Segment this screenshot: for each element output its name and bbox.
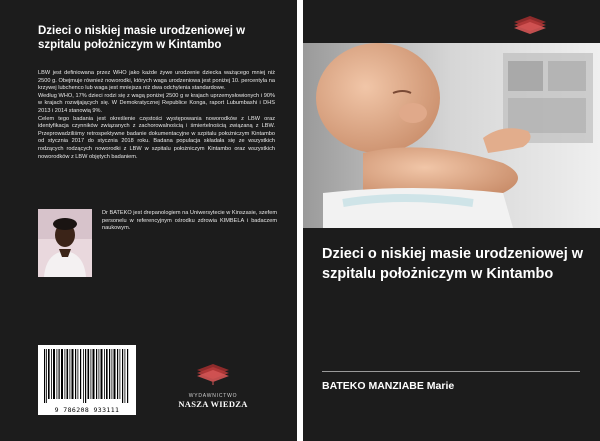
description-paragraph: Celem tego badania jest określenie częstości występowania noworodków z LBW oraz identyfikacja czynników związanych z zachorowalnością i śmiertelnością związaną z LBW. Przeprowadziliśmy retrospektywne badanie dokumentacyjne w szpitalu położniczym Kintambo od stycznia 2017 do stycznia 2018 roku. Badana populacja składała się ze wszystkich rodzących rodzących noworodki z LBW w szpitalu położniczym Kintambo oraz wszystkich noworodków z LBW objętych badaniem.: [38, 115, 275, 160]
publisher-label: WYDAWNICTWO: [188, 393, 238, 399]
title-divider: [322, 371, 580, 372]
cover-photo-newborn: [303, 43, 600, 228]
front-cover-author: BATEKO MANZIABE Marie: [322, 380, 455, 392]
author-bio: Dr BATEKO jest drepanologiem na Uniwersytecie w Kinszasie, szefem personelu w referencyjnym ośrodku zdrowia KIMBELA i badaczem naukowym.: [102, 210, 277, 232]
barcode-number: 9 786208 933111: [54, 406, 120, 414]
author-portrait-image: [38, 209, 92, 277]
publisher-logo-back: [173, 360, 253, 409]
description-paragraph: LBW jest definiowana przez WHO jako każde żywe urodzenie dziecka ważącego mniej niż 2500 g. Obejmuje również noworodki, których waga urodzeniowa jest poniżej 10. percentyla na krzywej lubchenco lub waga jest mniejsza niż dwa odchylenia standardowe.: [38, 70, 275, 92]
description-paragraph: Według WHO, 17% dzieci rodzi się z wagą poniżej 2500 g w krajach uprzemysłowionych i 90% w krajach rozwijających się. W Demokratycznej Republice Konga, raport Lubumbashi i DHS 2013 i 2014 stanowią 9%.: [38, 92, 275, 114]
publisher-name: NASZA WIEDZA: [178, 399, 248, 409]
book-logo-icon: [510, 12, 550, 38]
newborn-photo-image: [303, 43, 600, 228]
book-logo-icon: [193, 360, 233, 386]
author-photo: [38, 209, 92, 277]
back-cover-title: Dzieci o niskiej masie urodzeniowej w szpitalu położniczym w Kintambo: [38, 25, 246, 51]
isbn-barcode: [38, 345, 136, 415]
barcode-bars: [38, 345, 136, 405]
front-cover-title: Dzieci o niskiej masie urodzeniowej w szpitalu położniczym w Kintambo: [322, 246, 584, 282]
back-cover-description: [38, 70, 275, 161]
